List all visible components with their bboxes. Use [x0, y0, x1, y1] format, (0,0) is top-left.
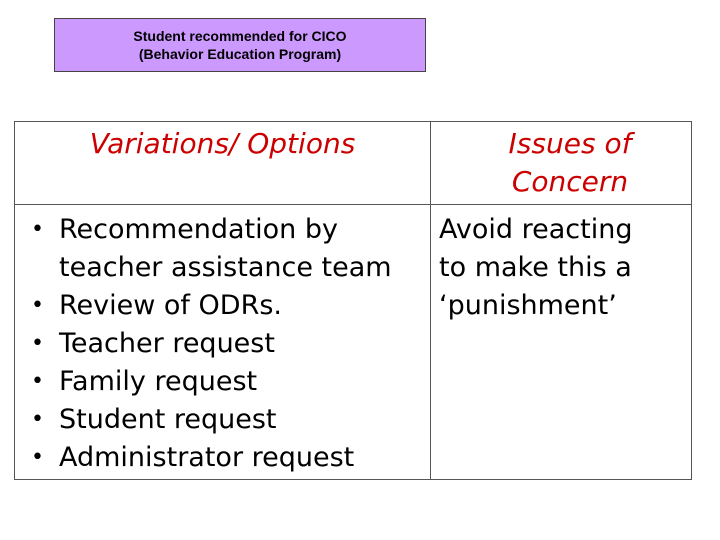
list-item — [31, 211, 392, 287]
bullet-icon: • — [31, 407, 44, 432]
bullet-icon: • — [31, 331, 44, 356]
bullet-icon: • — [31, 445, 44, 470]
option-text: Recommendation by — [59, 214, 338, 245]
list-item — [31, 401, 392, 439]
list-item — [31, 439, 392, 477]
bullet-icon: • — [31, 293, 44, 318]
option-text: Family request — [59, 366, 258, 397]
option-text: Review of ODRs. — [59, 290, 282, 321]
title-line-1: Student recommended for CICO — [133, 28, 347, 44]
concern-line: Avoid reacting — [439, 214, 633, 245]
title-line-2: (Behavior Education Program) — [138, 46, 342, 62]
heading-left-text: Variations/ Options — [89, 127, 356, 160]
heading-variations-options — [15, 125, 430, 163]
list-item — [31, 287, 392, 325]
list-item — [31, 325, 392, 363]
heading-right-line-1: Issues of — [508, 127, 632, 160]
header-divider — [15, 204, 691, 205]
heading-issues-of-concern — [431, 125, 691, 201]
title-box — [54, 18, 426, 72]
option-text: Teacher request — [59, 328, 275, 359]
option-text: Student request — [59, 404, 277, 435]
concern-line: to make this a — [439, 252, 632, 283]
bullet-icon: • — [31, 369, 44, 394]
bullet-icon: • — [31, 217, 44, 242]
concern-line: ‘punishment’ — [439, 290, 617, 321]
options-list — [31, 211, 392, 477]
options-table — [14, 121, 692, 480]
option-text: Administrator request — [59, 442, 355, 473]
option-text-continued: teacher assistance team — [59, 252, 392, 283]
list-item — [31, 363, 392, 401]
concern-text — [439, 211, 689, 325]
heading-right-line-2: Concern — [511, 165, 629, 198]
